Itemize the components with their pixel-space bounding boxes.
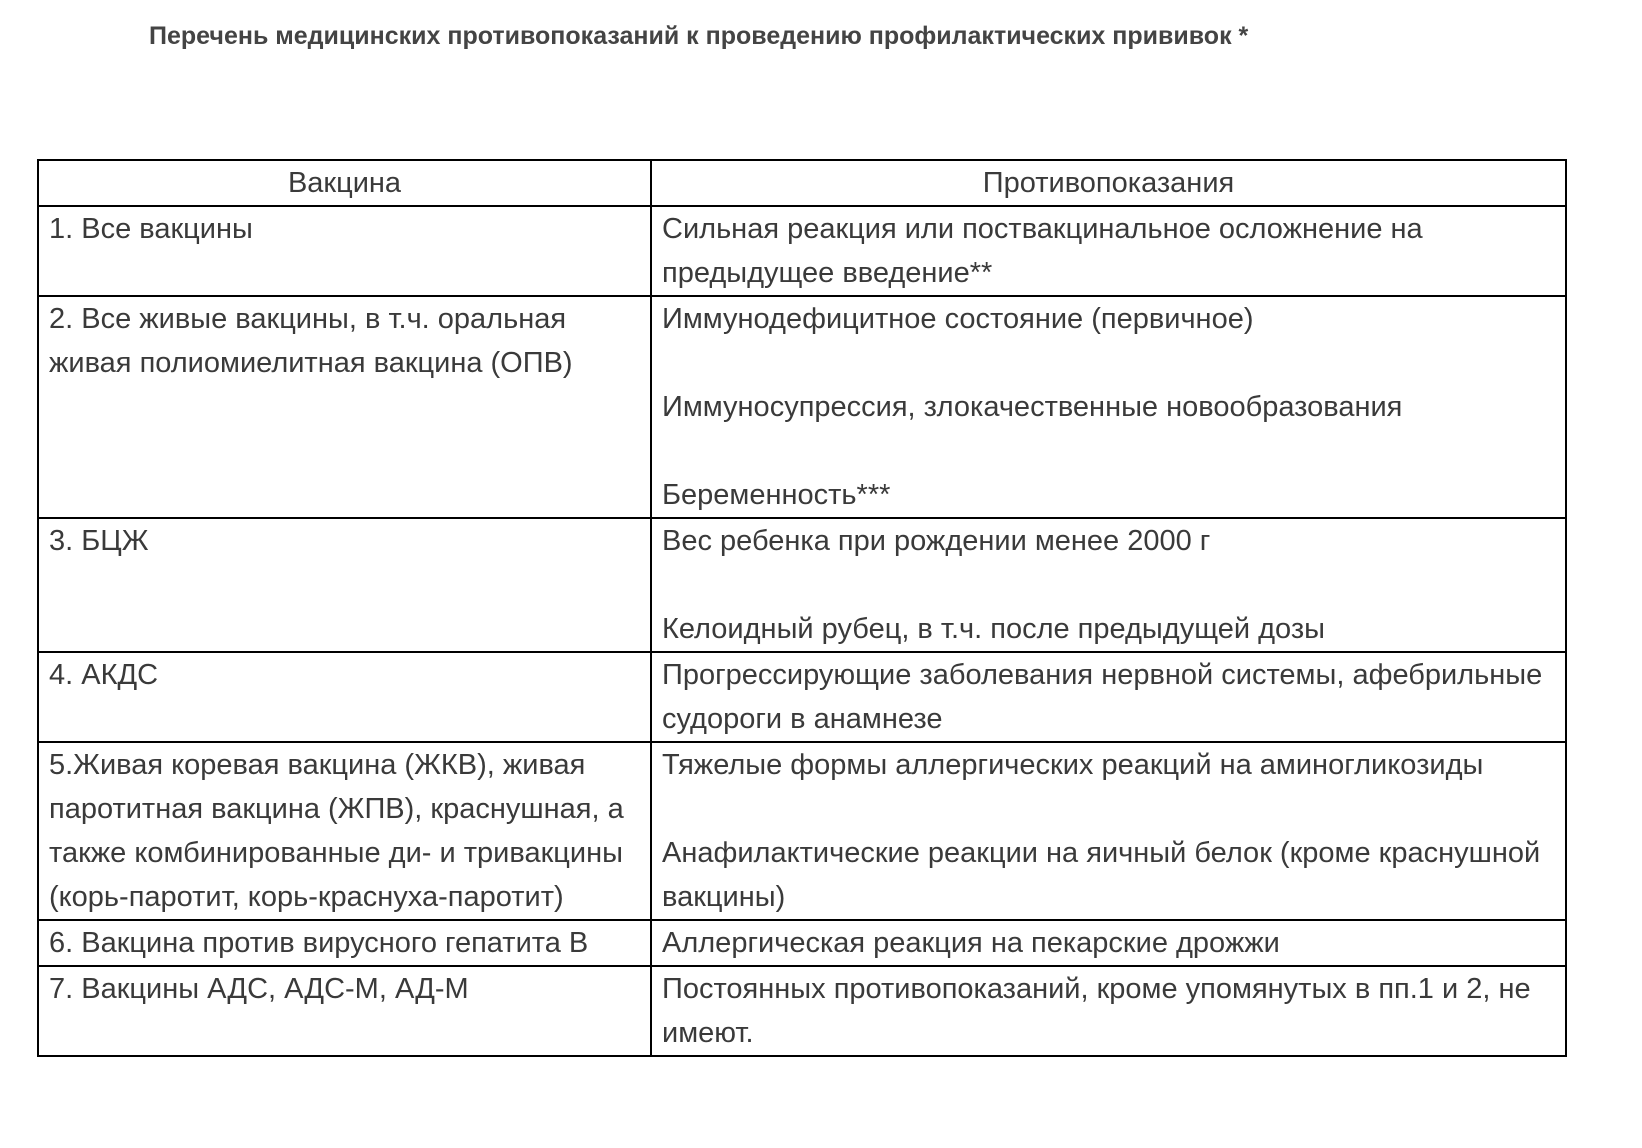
vaccine-cell: 6. Вакцина против вирусного гепатита В [38, 920, 651, 966]
paragraph-gap [662, 341, 1555, 385]
table-row [38, 742, 1566, 920]
vaccine-cell: 3. БЦЖ [38, 518, 651, 652]
paragraph-gap [662, 563, 1555, 607]
contraindication-text: Прогрессирующие заболевания нервной системы, афебрильные судороги в анамнезе [662, 659, 1543, 735]
contraindications-cell [651, 652, 1566, 742]
vaccine-cell: 4. АКДС [38, 652, 651, 742]
contraindication-text: Келоидный рубец, в т.ч. после предыдущей дозы [662, 613, 1325, 645]
contraindications-cell [651, 206, 1566, 296]
contraindication-text: Иммуносупрессия, злокачественные новообразования [662, 391, 1403, 423]
header-vaccine: Вакцина [38, 160, 651, 206]
table-row [38, 518, 1566, 652]
contraindication-text: Тяжелые формы аллергических реакций на аминогликозиды [662, 749, 1484, 781]
contraindication-text: Беременность*** [662, 479, 891, 511]
contraindication-text: Иммунодефицитное состояние (первичное) [662, 303, 1254, 335]
contraindication-text: Аллергическая реакция на пекарские дрожжи [662, 927, 1280, 959]
table-row [38, 296, 1566, 518]
contraindications-cell [651, 296, 1566, 518]
contraindications-cell [651, 518, 1566, 652]
contraindication-text: Анафилактические реакции на яичный белок (кроме краснушной вакцины) [662, 837, 1541, 913]
contraindications-table [37, 159, 1567, 1057]
document-title: Перечень медицинских противопоказаний к проведению профилактических прививок * [149, 22, 1249, 50]
table-row [38, 966, 1566, 1056]
contraindications-cell [651, 966, 1566, 1056]
header-contraindications: Противопоказания [651, 160, 1566, 206]
vaccine-cell: 7. Вакцины АДС, АДС-М, АД-М [38, 966, 651, 1056]
table-row [38, 652, 1566, 742]
contraindications-cell [651, 742, 1566, 920]
paragraph-gap [662, 429, 1555, 473]
table-row [38, 920, 1566, 966]
vaccine-cell: 1. Все вакцины [38, 206, 651, 296]
contraindications-cell [651, 920, 1566, 966]
contraindication-text: Вес ребенка при рождении менее 2000 г [662, 525, 1211, 557]
vaccine-cell: 2. Все живые вакцины, в т.ч. оральная живая полиомиелитная вакцина (ОПВ) [38, 296, 651, 518]
vaccine-cell: 5.Живая коревая вакцина (ЖКВ), живая паротитная вакцина (ЖПВ), краснушная, а также комбинированные ди- и тривакцины (корь-паротит, корь-краснуха-паротит) [38, 742, 651, 920]
table-row [38, 206, 1566, 296]
paragraph-gap [662, 787, 1555, 831]
contraindication-text: Сильная реакция или поствакцинальное осложнение на предыдущее введение** [662, 213, 1423, 289]
contraindication-text: Постоянных противопоказаний, кроме упомянутых в пп.1 и 2, не имеют. [662, 973, 1531, 1049]
table-header-row [38, 160, 1566, 206]
